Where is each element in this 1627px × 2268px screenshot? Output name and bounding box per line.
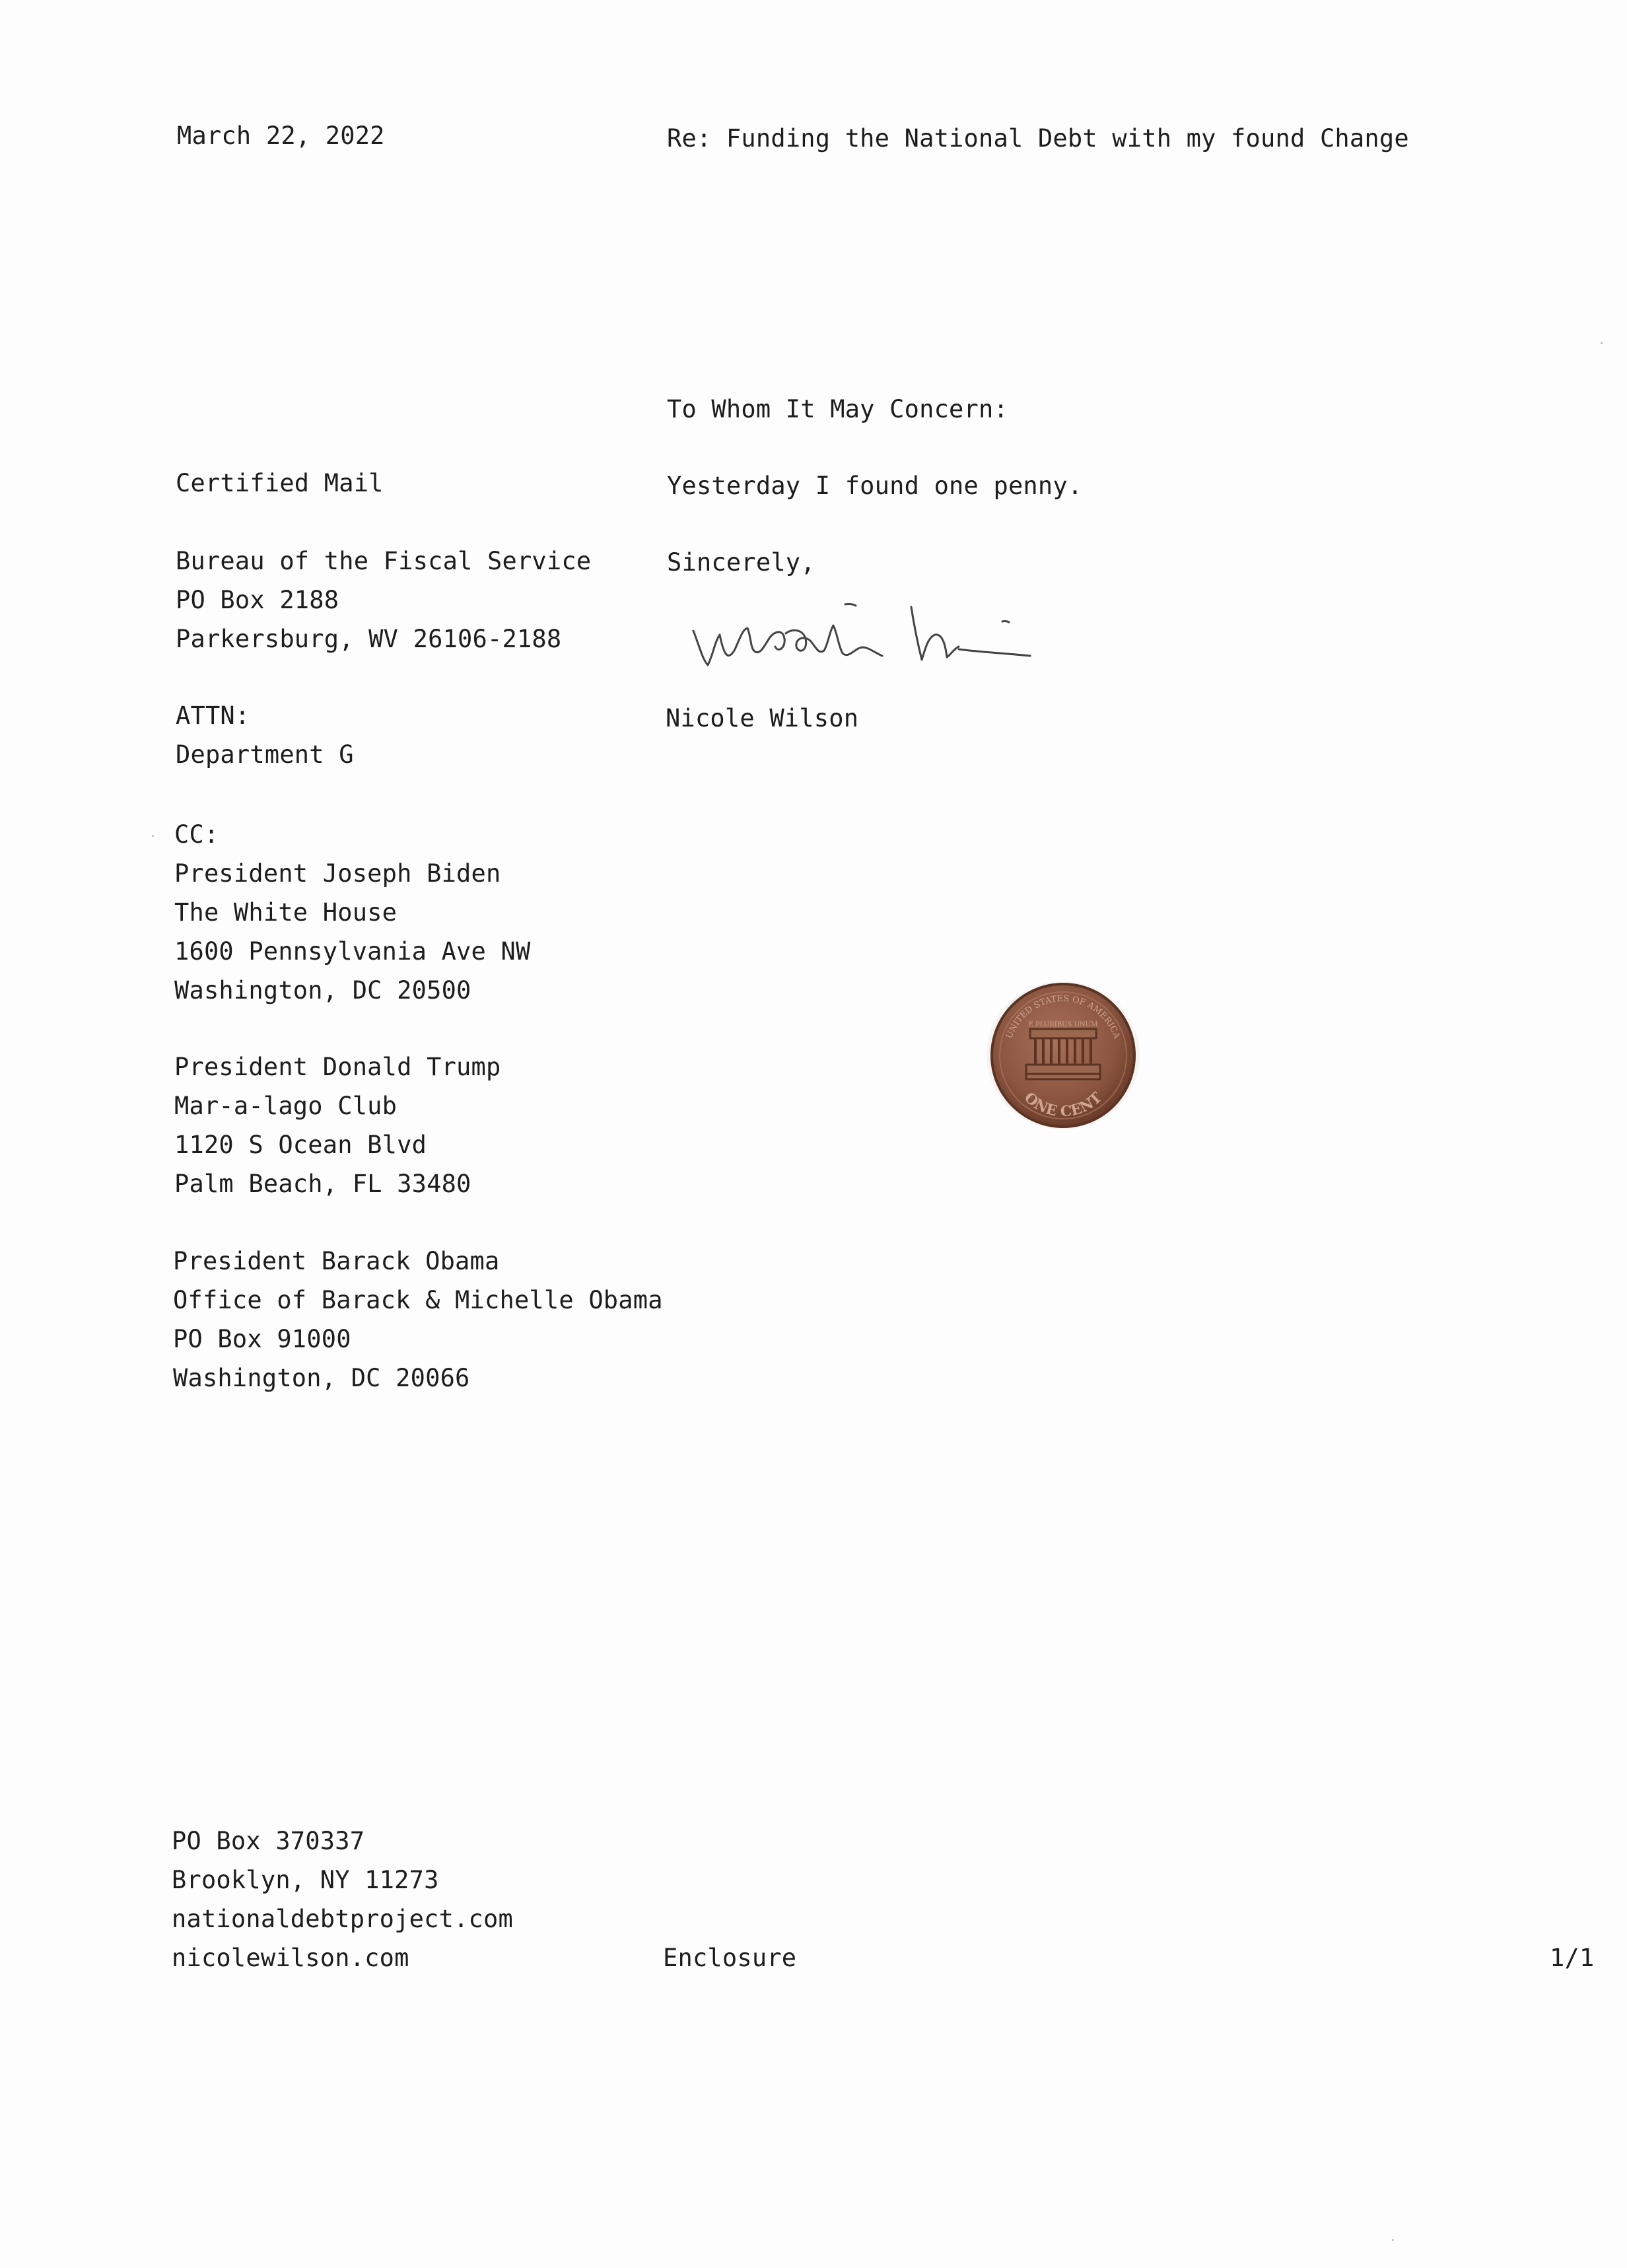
cc-address-line: 1600 Pennsylvania Ave NW	[174, 937, 531, 966]
recipient-address	[176, 542, 591, 658]
enclosure-label: Enclosure	[663, 1944, 797, 1972]
salutation: To Whom It May Concern:	[667, 395, 1008, 423]
cc-address-line: President Joseph Biden	[174, 859, 501, 888]
attention-block	[176, 696, 354, 774]
message-body: Yesterday I found one penny.	[667, 472, 1083, 500]
attn-label: ATTN:	[176, 701, 250, 730]
page-number: 1/1	[1550, 1944, 1595, 1972]
svg-text:ONE CENT: ONE CENT	[1020, 1088, 1106, 1121]
cc-address-line: Mar-a-lago Club	[174, 1092, 398, 1120]
cc-address-line: 1120 S Ocean Blvd	[174, 1131, 427, 1159]
recipient-address-line: Bureau of the Fiscal Service	[176, 547, 592, 575]
svg-text:E PLURIBUS UNUM: E PLURIBUS UNUM	[1028, 1021, 1098, 1028]
sender-address-line: PO Box 370337	[172, 1827, 365, 1855]
cc-entry-obama	[173, 1242, 663, 1398]
cc-entry-biden	[174, 854, 530, 1010]
cc-address-line: Washington, DC 20500	[174, 976, 471, 1005]
sender-website-link[interactable]: nationaldebtproject.com	[172, 1905, 513, 1933]
cc-address-line: President Barack Obama	[173, 1247, 500, 1275]
sender-address	[172, 1822, 513, 1977]
cc-address-line: Washington, DC 20066	[173, 1364, 470, 1392]
sender-address-line: Brooklyn, NY 11273	[172, 1866, 439, 1894]
delivery-method: Certified Mail	[176, 469, 384, 497]
signature-name: Nicole Wilson	[666, 704, 859, 732]
cc-label: CC:	[174, 820, 219, 849]
handwritten-signature	[687, 591, 1043, 684]
attn-value: Department G	[176, 740, 354, 769]
cc-address-line: Office of Barack & Michelle Obama	[173, 1286, 663, 1314]
svg-text:UNITED STATES OF AMERICA: UNITED STATES OF AMERICA	[1004, 993, 1122, 1040]
letter-date: March 22, 2022	[177, 122, 385, 150]
recipient-address-line: PO Box 2188	[176, 586, 339, 614]
cc-address-line: President Donald Trump	[174, 1053, 501, 1081]
cc-address-line: The White House	[174, 898, 398, 927]
cc-address-line: Palm Beach, FL 33480	[174, 1170, 471, 1198]
sender-website-link[interactable]: nicolewilson.com	[172, 1944, 409, 1972]
scan-speck	[1601, 342, 1603, 344]
cc-entry-trump	[174, 1047, 501, 1203]
closing: Sincerely,	[667, 548, 815, 577]
scan-speck	[152, 835, 154, 837]
recipient-address-line: Parkersburg, WV 26106-2188	[176, 625, 562, 653]
scan-speck	[1392, 2239, 1394, 2241]
letter-subject: Re: Funding the National Debt with my found Change	[667, 124, 1409, 153]
penny-coin-icon	[984, 977, 1142, 1133]
cc-address-line: PO Box 91000	[173, 1325, 351, 1353]
